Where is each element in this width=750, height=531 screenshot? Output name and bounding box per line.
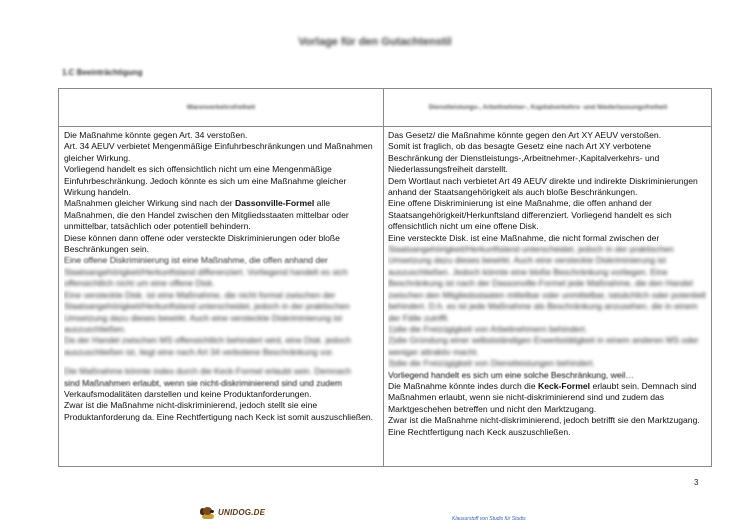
paragraph: Vorliegend handelt es sich offensichtlich nicht um eine Mengenmäßige Einfuhrbeschränkung. Jedoch könnte es sich um eine Maßnahme gleicher Wirkung handeln. — [64, 164, 347, 198]
paragraph — [64, 198, 378, 232]
blurred-paragraph: 1)die die Freizügigkeit von Arbeitnehmern behindert. — [388, 323, 588, 334]
paragraph: Diese können dann offene oder versteckte Diskriminierungen oder bloße Beschränkungen sein. — [64, 232, 340, 255]
comparison-table — [58, 88, 712, 467]
column-divider — [383, 89, 384, 466]
footer-tagline: Klausurstoff von Studis für Studis — [452, 516, 526, 522]
table-header-row — [59, 89, 711, 127]
paragraph: Verkaufsmodalitäten darstellen und keine Produktanforderungen. — [64, 388, 312, 399]
logo-text: UNIDOG.DE — [218, 507, 266, 517]
blurred-paragraph: Die Maßnahme könnte indes durch die Keck-Formel erlaubt sein. Demnach — [64, 366, 352, 377]
text-span: alle Maßnahmen, die den Handel zwischen den Mitgliedsstaaten mittelbar oder unmittelbar, tatsächlich oder potentiell behindern. — [64, 198, 349, 232]
paragraph: Somit ist fraglich, ob das besagte Gesetz eine nach Art XY verbotene Beschränkung der Dienstleistungs-,Arbeitnehmer-,Kapitalverkehrs- und Niederlassungsfreiheit darstellt. — [388, 141, 660, 175]
blurred-paragraph: Staatsangehörigkeit/Herkunftsland unterscheidet, jedoch in der praktischen Umsetzung dazu dieses bewirkt. Auch eine versteckte Diskriminierung ist auszuschließen. Jedoch könnte eine bloße Beschränkung vorliegen. Eine — [388, 244, 674, 277]
paragraph: Zwar ist die Maßnahme nicht-diskriminierend, jedoch stellt sie eine Produktanforderung da. Eine Rechtfertigung nach Keck ist somit auszuschließen. — [64, 400, 374, 422]
paragraph: Eine offene Diskriminierung ist eine Maßnahme, die offen anhand der Staatsangehörigkeit/Herkunftsland differenziert. Vorliegend handelt es sich offensichtlich nicht um eine offene Disk. — [388, 198, 672, 232]
blurred-region — [64, 267, 378, 378]
text-span: Die Maßnahme könnte indes durch die — [388, 380, 538, 391]
paragraph-cut: Eine offene Diskriminierung ist eine Maßnahme, die offen anhand der — [64, 255, 328, 266]
blurred-paragraph: 2)die Gründung einer selbstständigen Erwerbstätigkeit in einem anderen MS oder weniger attraktiv macht. — [388, 335, 699, 357]
section-heading: 1.C Beeinträchtigung — [62, 68, 143, 77]
page-title: Vorlage für den Gutachtenstil — [298, 36, 452, 48]
blurred-paragraph: Staatsangehörigkeit/Herkunftsland differenziert. Vorliegend handelt es sich offensichtlich nicht um eine offene Disk. — [64, 266, 348, 289]
blurred-paragraph: Eine versteckte Disk. ist eine Maßnahme, die nicht formal zwischen der Staatsangehörigkeit/Herkunftsland unterscheidet, jedoch in der praktischen Umsetzung dazu dieses bewirkt. Auch eine versteckte Diskriminierung ist auszuschließen. — [64, 289, 350, 334]
blurred-paragraph: 3)die die Freizügigkeit von Dienstleistungen behindert. — [388, 358, 595, 369]
paragraph: Art. 34 AEUV verbietet Mengenmäßige Einfuhrbeschränkungen und Maßnahmen gleicher Wirkung. — [64, 141, 373, 163]
header-warenverkehrsfreiheit: Warenverkehrsfreiheit — [186, 104, 256, 111]
paragraph: Dem Wortlaut nach verbietet Art 49 AEUV direkte und indirekte Diskriminierungen anhand der Staatsangehörigkeit als auch bloße Beschränkungen. — [388, 175, 698, 198]
page-number: 3 — [694, 478, 699, 487]
blurred-paragraph: Da der Handel zwischen MS offensichtlich behindert wird, eine Disk. jedoch auszuschließen ist, liegt eine nach Art 34 verbotene Beschränkung vor. — [64, 335, 351, 357]
paragraph: Zwar ist die Maßnahme nicht-diskriminierend, jedoch betrifft sie den Marktzugang. Eine Rechtfertigung nach Keck auszuschließen. — [388, 415, 700, 437]
blurred-paragraph: Beschränkung ist nach der Dassonville-Formel jede Maßnahme, die den Handel zwischen den Mitgliedsstaaten mittelbar oder unmittelbar, tatsächlich oder potentiell behindert. D.h. es ist jede Maßnahme als Beschränkung anzusehen, die in einem der Fälle zutrifft. — [388, 278, 706, 323]
paragraph-cut: sind Maßnahmen erlaubt, wenn sie nicht-diskriminierend sind und zudem — [64, 377, 343, 388]
text-span: Maßnahmen gleicher Wirkung sind nach der — [64, 198, 236, 209]
unidog-logo — [200, 505, 265, 519]
paragraph-cut: Vorliegend handelt es sich um eine solche Beschränkung, weil… — [388, 369, 635, 380]
left-column-text — [64, 130, 378, 423]
paragraph: Eine versteckte Disk. ist eine Maßnahme, die nicht formal zwischen der — [388, 232, 660, 243]
paragraph: Das Gesetz/ die Maßnahme könnte gegen den Art XY AEUV verstoßen. — [388, 130, 662, 140]
header-grundfreiheiten: Dienstleistungs-, Arbeitnehmer-, Kapitalverkehrs- und Niederlassungsfreiheit — [428, 104, 668, 111]
paragraph: Die Maßnahme könnte gegen Art. 34 verstoßen. — [64, 130, 248, 140]
blurred-region — [388, 244, 708, 369]
right-column-text — [388, 130, 708, 438]
dassonville-term: Dassonville-Formel — [235, 198, 315, 209]
dog-icon — [200, 505, 216, 519]
paragraph — [388, 381, 708, 415]
text-span: erlaubt sein. Demnach sind Maßnahmen erlaubt, wenn sie nicht-diskriminierend sind und zudem das Marktgeschehen betreffen und nicht den Marktzugang. — [388, 380, 697, 414]
keck-term: Keck-Formel — [538, 380, 591, 391]
